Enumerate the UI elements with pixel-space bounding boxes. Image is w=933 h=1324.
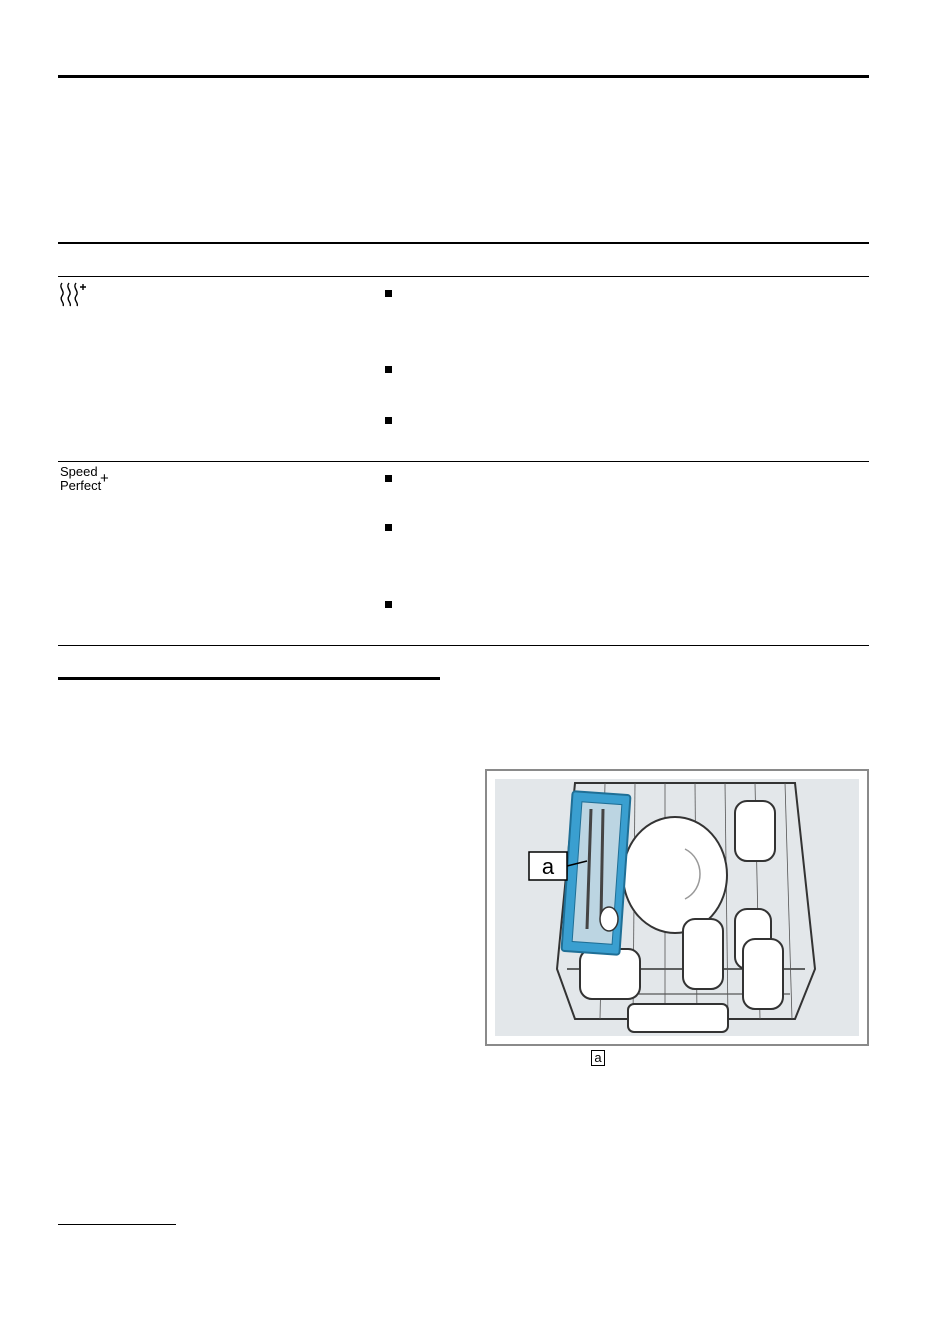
table-top-rule <box>58 242 869 244</box>
table-row-divider <box>58 461 869 462</box>
list-bullet <box>385 475 392 482</box>
intensive-zone-icon <box>58 281 90 307</box>
figure-callout-label: a <box>541 854 555 879</box>
figure-background <box>495 779 859 1036</box>
figure-legend-label: a <box>591 1050 605 1066</box>
list-bullet <box>385 366 392 373</box>
table-bottom-rule <box>58 645 869 646</box>
speed-perfect-line2: Perfect <box>60 478 102 493</box>
basket-illustration <box>495 779 861 1038</box>
list-bullet <box>385 524 392 531</box>
footnote-rule <box>58 1224 176 1225</box>
list-bullet <box>385 601 392 608</box>
section-heading-rule <box>58 677 440 680</box>
speed-perfect-plus: + <box>100 470 109 487</box>
table-header-divider <box>58 276 869 277</box>
speed-perfect-line1: Speed <box>60 464 98 479</box>
list-bullet <box>385 417 392 424</box>
list-bullet <box>385 290 392 297</box>
header-rule <box>58 75 869 78</box>
speed-perfect-icon <box>58 464 118 496</box>
dishwasher-basket-figure <box>485 769 869 1046</box>
